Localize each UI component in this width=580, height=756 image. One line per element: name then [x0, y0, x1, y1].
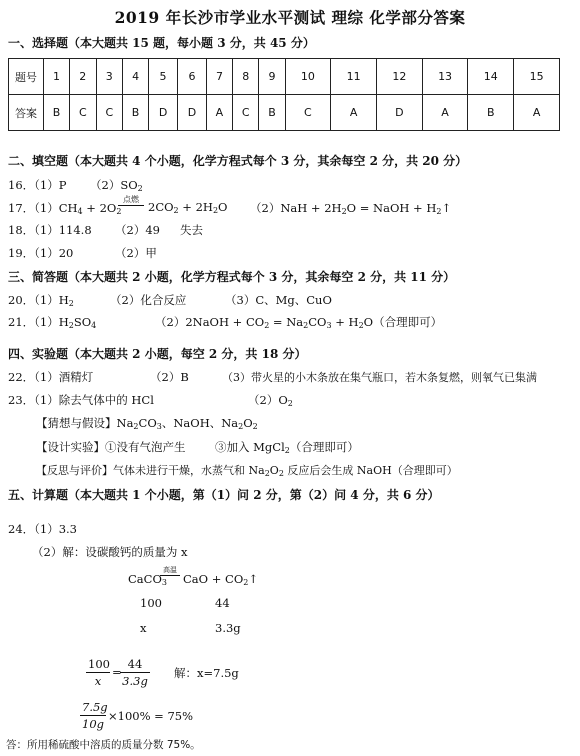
table-cell: 10	[285, 59, 331, 95]
answer-part: + 2H	[178, 200, 213, 214]
formula: CaCO	[128, 572, 162, 586]
q23-guess	[36, 415, 258, 431]
table-cell: 12	[376, 59, 422, 95]
answer-part: ①没有气泡产生	[105, 440, 186, 454]
question-number: 18．	[8, 223, 35, 237]
subscript: 2	[173, 206, 179, 215]
table-cell: A	[331, 95, 377, 131]
subscript: 2	[133, 422, 139, 431]
answer-part: 、NaOH、Na	[161, 416, 239, 430]
q21-line	[8, 314, 96, 330]
table-cell: B	[468, 95, 514, 131]
answer-part: （1）酒精灯	[34, 370, 94, 384]
table-cell: 5	[149, 59, 178, 95]
section3-heading: 三、简答题（本大题共 2 小题，化学方程式每个 3 分，其余每空 2 分，共 11 分）	[8, 270, 456, 284]
answer-part: + H	[331, 315, 359, 329]
subscript: 2	[284, 446, 290, 455]
table-cell: 13	[422, 59, 468, 95]
answer-part: （2）NaH + 2H	[250, 201, 342, 215]
table-cell: 7	[206, 59, 232, 95]
table-cell: A	[206, 95, 232, 131]
answer-part: + 2O	[82, 201, 117, 215]
answer-part: ↑	[441, 201, 452, 215]
answer-part: O = NaOH + H	[346, 201, 437, 215]
subscript: 2	[358, 321, 364, 330]
q20-part3: （3）C、Mg、CuO	[225, 293, 332, 307]
section4-heading: 四、实验题（本大题共 2 小题，每空 2 分，共 18 分）	[8, 347, 307, 361]
q23-line	[8, 392, 154, 408]
answer-part: O	[269, 464, 279, 477]
answer-part: （2）SO	[90, 178, 138, 192]
table-cell: 14	[468, 59, 514, 95]
solution-text: 解：x=7.5g	[174, 666, 239, 680]
bracket-label: 【反思与评价】	[36, 464, 113, 477]
subscript: 2	[436, 207, 442, 216]
q24-part2: （2）解：设碳酸钙的质量为 x	[32, 545, 188, 559]
table-cell: 15	[514, 59, 560, 95]
answer-part: （1）CH	[34, 201, 78, 215]
table-cell: 9	[259, 59, 285, 95]
subscript: 2	[68, 299, 74, 308]
formula: CaO + CO	[183, 572, 244, 586]
answer-part: SO	[73, 315, 92, 329]
table-header-cell: 答案	[9, 95, 44, 131]
answer-part: （1）H	[34, 315, 69, 329]
known-mass: 3.3g	[215, 621, 241, 635]
subscript: 2	[264, 321, 270, 330]
equals-sign: =	[112, 665, 122, 679]
q22-part3: （3）带火星的小木条放在集气瓶口，若木条复燃，则氧气已集满	[222, 371, 537, 384]
table-cell: D	[178, 95, 207, 131]
answer-part: O	[218, 200, 228, 214]
answer-part: （2）2NaOH + CO	[155, 315, 265, 329]
q20-line	[8, 292, 74, 308]
denominator: 3.3g	[122, 674, 148, 688]
table-cell: 1	[44, 59, 70, 95]
table-cell: 11	[331, 59, 377, 95]
table-header-cell: 题号	[9, 59, 44, 95]
q24-line	[8, 521, 77, 537]
answer-part: 2CO	[148, 200, 174, 214]
subscript: 3	[326, 321, 332, 330]
subscript: 3	[161, 578, 167, 587]
table-cell: B	[44, 95, 70, 131]
subscript: 2	[137, 184, 143, 193]
question-number: 22．	[8, 370, 35, 384]
table-cell: A	[422, 95, 468, 131]
q17-line	[8, 200, 121, 216]
answer-part: O（合理即可）	[363, 315, 443, 329]
q18-line	[8, 222, 92, 238]
fraction-44-3.3g	[120, 657, 150, 688]
answer-part: CO	[308, 315, 327, 329]
question-number: 21．	[8, 315, 35, 329]
page-title: 2019 年长沙市学业水平测试 理综 化学部分答案	[114, 8, 466, 27]
question-number: 20．	[8, 293, 35, 307]
answer-table	[8, 58, 560, 131]
final-answer: 答：所用稀硫酸中溶质的质量分数 75%。	[6, 739, 201, 751]
table-cell: 8	[232, 59, 258, 95]
question-number: 24．	[8, 522, 35, 536]
numerator: 44	[120, 657, 150, 673]
q23-design-3	[215, 439, 359, 455]
table-cell: 2	[70, 59, 96, 95]
bracket-label: 【设计实验】	[36, 440, 105, 454]
q20-part2: （2）化合反应	[110, 293, 187, 307]
subscript: 2	[287, 399, 293, 408]
numerator: 100	[88, 657, 110, 671]
molar-mass-2: 44	[215, 596, 230, 610]
answer-part: = Na	[269, 315, 304, 329]
table-row	[9, 59, 560, 95]
table-row	[9, 95, 560, 131]
table-cell: C	[96, 95, 122, 131]
subscript: 2	[341, 207, 347, 216]
answer-part: （1）除去气体中的 HCl	[34, 393, 154, 407]
answer-part: 气体未进行干燥，水蒸气和 Na	[113, 464, 265, 477]
question-number: 23．	[8, 393, 35, 407]
reaction-condition: 点燃	[118, 195, 144, 206]
table-cell: 3	[96, 59, 122, 95]
answer-part: O	[243, 416, 253, 430]
q21-part2	[155, 314, 442, 330]
table-cell: C	[70, 95, 96, 131]
unknown-mass: x	[140, 621, 147, 635]
denominator: 10g	[82, 717, 104, 731]
q22-part2: （2）B	[150, 370, 189, 384]
table-cell: D	[376, 95, 422, 131]
reaction-condition: 高温	[160, 566, 180, 576]
table-cell: C	[285, 95, 331, 131]
table-cell: B	[259, 95, 285, 131]
question-number: 17．	[8, 201, 35, 215]
subscript: 2	[303, 321, 309, 330]
q16-part2	[90, 177, 143, 193]
numerator: 7.5g	[82, 700, 108, 714]
q23-design	[36, 439, 186, 455]
subscript: 4	[91, 321, 97, 330]
q17-part2	[250, 200, 451, 216]
q19-part2: （2）甲	[115, 246, 157, 260]
answer-part: （1）20	[34, 246, 74, 260]
section1-heading: 一、选择题（本大题共 15 题，每小题 3 分，共 45 分）	[8, 36, 315, 50]
q16-line	[8, 177, 66, 193]
molar-mass-1: 100	[140, 596, 162, 610]
denominator: x	[94, 674, 102, 688]
subscript: 2	[278, 469, 284, 478]
subscript: 2	[252, 422, 258, 431]
answer-part: ③加入 MgCl	[215, 440, 285, 454]
answer-part: Na	[116, 416, 134, 430]
q22-line	[8, 369, 93, 385]
section2-heading: 二、填空题（本大题共 4 个小题，化学方程式每个 3 分，其余每空 2 分，共 20 分）	[8, 154, 468, 168]
question-number: 19．	[8, 246, 35, 260]
formula: ↑	[248, 572, 258, 586]
table-cell: D	[149, 95, 178, 131]
subscript: 2	[68, 321, 74, 330]
subscript: 2	[243, 578, 249, 587]
table-cell: 4	[123, 59, 149, 95]
percentage-result: ×100% = 75%	[108, 709, 194, 723]
answer-part: （2）O	[248, 393, 288, 407]
answer-part: （1）114.8	[34, 223, 92, 237]
bracket-label: 【猜想与假设】	[36, 416, 117, 430]
table-cell: 6	[178, 59, 207, 95]
answer-part: （1）P	[34, 178, 67, 192]
equation-products	[183, 572, 258, 587]
subscript: 3	[156, 422, 162, 431]
fraction-100-x	[86, 657, 110, 688]
question-number: 16．	[8, 178, 35, 192]
section5-heading: 五、计算题（本大题共 1 个小题，第（1）问 2 分，第（2）问 4 分，共 6 分）	[8, 488, 440, 502]
table-cell: A	[514, 95, 560, 131]
answer-part: （合理即可）	[289, 440, 359, 454]
subscript: 2	[264, 469, 270, 478]
q19-line	[8, 245, 73, 261]
answer-part: 反应后会生成 NaOH（合理即可）	[283, 464, 458, 477]
subscript: 2	[116, 207, 122, 216]
answer-part: （1）3.3	[34, 522, 77, 536]
table-cell: C	[232, 95, 258, 131]
subscript: 4	[77, 207, 83, 216]
q23-part2	[248, 392, 293, 408]
q18-part2: （2）49	[115, 223, 160, 237]
answer-part: CO	[138, 416, 157, 430]
subscript: 2	[212, 206, 219, 215]
subscript: 2	[238, 422, 244, 431]
answer-part: （1）H	[34, 293, 69, 307]
table-cell: B	[123, 95, 149, 131]
q23-reflect	[36, 462, 458, 478]
q18-part3: 失去	[180, 223, 203, 237]
fraction-7.5g-10g	[80, 700, 106, 731]
q17-products	[148, 200, 227, 215]
